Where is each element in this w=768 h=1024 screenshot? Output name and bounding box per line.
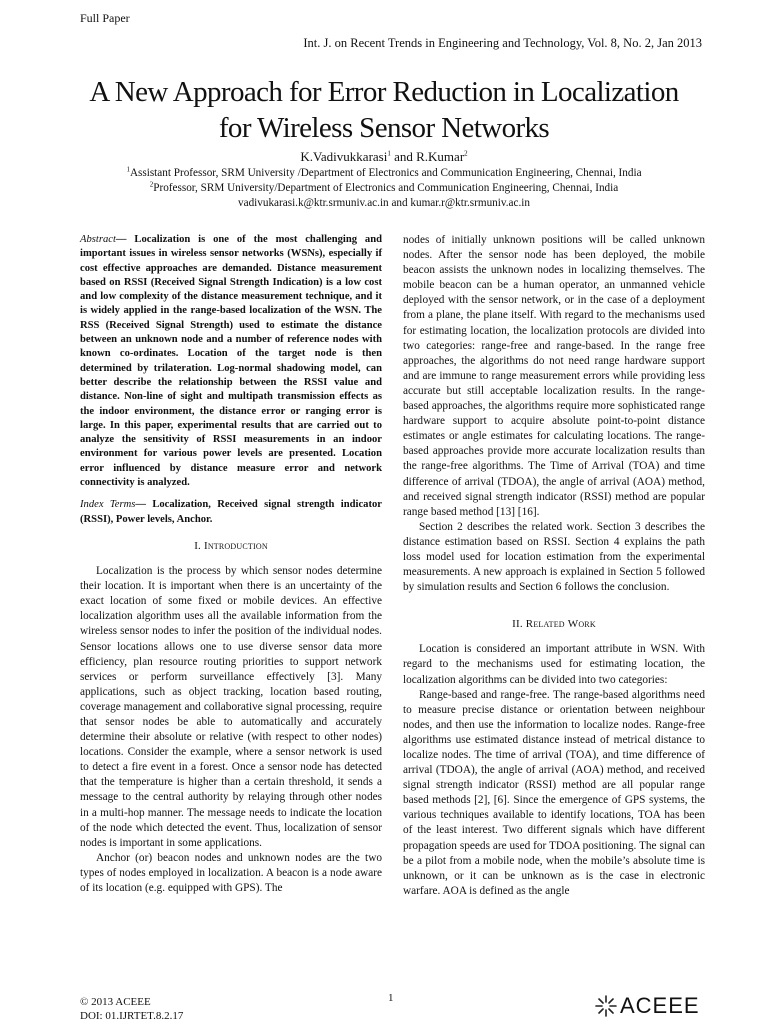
section-heading-introduction bbox=[80, 539, 382, 554]
author-1: K.Vadivukkarasi bbox=[300, 149, 388, 164]
affiliation-1 bbox=[0, 166, 768, 180]
index-terms-text: — Localization, Received signal strength indicator (RSSI), Power levels, Anchor. bbox=[80, 499, 382, 525]
index-terms bbox=[80, 498, 382, 527]
author-emails: vadivukarasi.k@ktr.srmuniv.ac.in and kumar.r@ktr.srmuniv.ac.in bbox=[238, 197, 530, 209]
affiliation-2-sup: 2 bbox=[149, 180, 154, 189]
right-column bbox=[403, 233, 705, 899]
abstract-label: Abstract bbox=[80, 234, 116, 245]
author-line bbox=[0, 149, 768, 165]
left-column bbox=[80, 233, 382, 896]
intro-paragraph-2: Anchor (or) beacon nodes and unknown nodes are the two types of nodes employed in localization. A beacon is a node aware of its location (e.g. equipped with GPS). The bbox=[80, 851, 382, 894]
page-number: 1 bbox=[388, 992, 394, 1004]
author-separator: and bbox=[394, 149, 413, 164]
intro-paragraph-3: nodes of initially unknown positions will be called unknown nodes. After the sensor node has been deployed, the mobile beacon assists the unknown nodes in localizing themselves. The mobile beacon can be a human operator, an unmanned vehicle deployed with the sensor network, or in the case of a deployment from a plane, the plane itself. With regard to the mechanisms used for estimating location, the localization protocols are divided into two categories: range-free and range-based. In the range free approaches, the algorithms do not need range hardware support and are immune to range measurement errors while providing less accurate but still acceptable localization results. In the range-based approaches, the algorithms require more sophisticated range hardware support to acquire absolute point-to-point distance estimates or angle estimates for calculating locations. The range-based approaches provide more accurate localization results than the range-free algorithms. The Time of Arrival (TOA) and time difference of arrival (TDOA), the angle of arrival (AOA) method, and received signal strength indicator (RSSI) method are popular range based method [13] [16]. bbox=[403, 234, 705, 518]
author-2: R.Kumar bbox=[416, 149, 465, 164]
related-paragraph-2: Range-based and range-free. The range-based algorithms need to measure precise distance or orientation between neighbour nodes, and then use the information to localize nodes. Range-free algorithms use estimated distance instead of metrical distance to localize nodes. The time of arrival (TOA), and time difference of arrival (TDOA), the angle of arrival (AOA) method, and received signal strength indicator (RSSI) method are all popular range based methods [2], [6]. Since the emergence of GPS systems, the various techniques available to identify locations, TOA has been of the least interest. Two different signals which have different propagation speeds are used for TDOA positioning. The signal can be a pilot from a mobile node, when the mobile’s absolute time is unknown, or it can be unknown as is the case in electronic warfare. AOA is defined as the angle bbox=[403, 688, 705, 897]
affiliation-1-text: Assistant Professor, SRM University /Department of Electronics and Communication Engineering, Chennai, India bbox=[129, 167, 642, 179]
journal-citation: Int. J. on Recent Trends in Engineering and Technology, Vol. 8, No. 2, Jan 2013 bbox=[303, 36, 702, 50]
logo-text: ACEEE bbox=[620, 993, 700, 1018]
section-2-title-w: W bbox=[567, 618, 579, 631]
footer-info bbox=[80, 995, 183, 1023]
author-1-sup: 1 bbox=[387, 149, 391, 158]
index-terms-label: Index Terms bbox=[80, 499, 136, 511]
section-2-title-a: elated bbox=[533, 618, 568, 631]
section-heading-related-work bbox=[403, 617, 705, 632]
related-paragraph-1: Location is considered an important attribute in WSN. With regard to the mechanisms used for estimating location, the localization algorithms can be divided into two categories: bbox=[403, 643, 705, 686]
affiliation-2-text: Professor, SRM University/Department of Electronics and Communication Engineering, Chennai, India bbox=[153, 182, 619, 194]
affiliation-1-sup: 1 bbox=[126, 165, 130, 174]
footer-doi: DOI: 01.IJRTET.8.2.17 bbox=[80, 1010, 184, 1022]
title-line-2: for Wireless Sensor Networks bbox=[218, 112, 550, 144]
section-1-number: I. I bbox=[194, 539, 208, 552]
section-1-title: ntroduction bbox=[207, 539, 268, 552]
abstract-text: — Localization is one of the most challenging and important issues in wireless sensor networks (WSNs), especially if cost effective approaches are demanded. Distance measurement based on RSSI (Received Signal Strength Indication) is a low cost and low complexity of the distance measurement technique, and it is widely applied in the range-based localization of the WSN. The RSS (Received Signal Strength) used to estimate the distance between an unknown node and a number of reference nodes with known co-ordinates. Location of the target node is then determined by trilateration. Log-normal shadowing model, can better describe the relationship between the RSSI value and distance. Non-line of sight and multipath transmission effects as the indoor environment, the distance error or ranging error is large. In this paper, experimental results that are carried out to analyze the sensitivity of RSSI measurements in an indoor environment for various power levels are presented. Location error influenced by distance measure error and network connectivity is analyzed. bbox=[80, 234, 382, 489]
section-2-number: II. R bbox=[512, 618, 534, 631]
intro-paragraph-4: Section 2 describes the related work. Section 3 describes the distance estimation based on RSSI. Section 4 explains the path loss model used for location estimation from the experimental measurements. A new approach is explained in Section 5 followed by simulation results and Section 6 follows the conclusion. bbox=[403, 520, 705, 594]
affiliation-2 bbox=[0, 181, 768, 195]
intro-paragraph-1: Localization is the process by which sensor nodes determine their location. It is important when there is an uncertainty of the exact location of some fixed or mobile devices. An effective localization algorithm uses all the available information from the wireless sensor nodes to infer the position of the individual nodes. Sensor locations allows one to use diverse sensor data more efficiency, plan resource routing priorities to support network services or perform surveillance effectively [3]. Many applications, such as object tracking, location based routing, coverage management and collaborative signal processing, require that sensor nodes be able to automatically and accurately determine their absolute or relative (with respect to other nodes) locations. Consider the example, where a sensor network is used to detect a fire event in a forest. Once a sensor node has detected that the temperature is higher than a certain threshold, it sends a message to the central authority by relaying through other nodes in a multi-hop manner. The message needs to indicate the location of the node which detected the event. Thus, localization of sensor nodes is important in some applications. bbox=[80, 565, 382, 849]
title-line-1: A New Approach for Error Reduction in Localization bbox=[89, 76, 679, 108]
starburst-icon bbox=[594, 994, 618, 1018]
footer-copyright: © 2013 ACEEE bbox=[80, 996, 151, 1008]
paper-type-label: Full Paper bbox=[80, 11, 130, 25]
publisher-logo bbox=[594, 993, 700, 1019]
abstract bbox=[80, 233, 382, 490]
paper-title bbox=[60, 74, 708, 146]
author-2-sup: 2 bbox=[464, 149, 468, 158]
section-2-title-b: ork bbox=[578, 618, 596, 631]
